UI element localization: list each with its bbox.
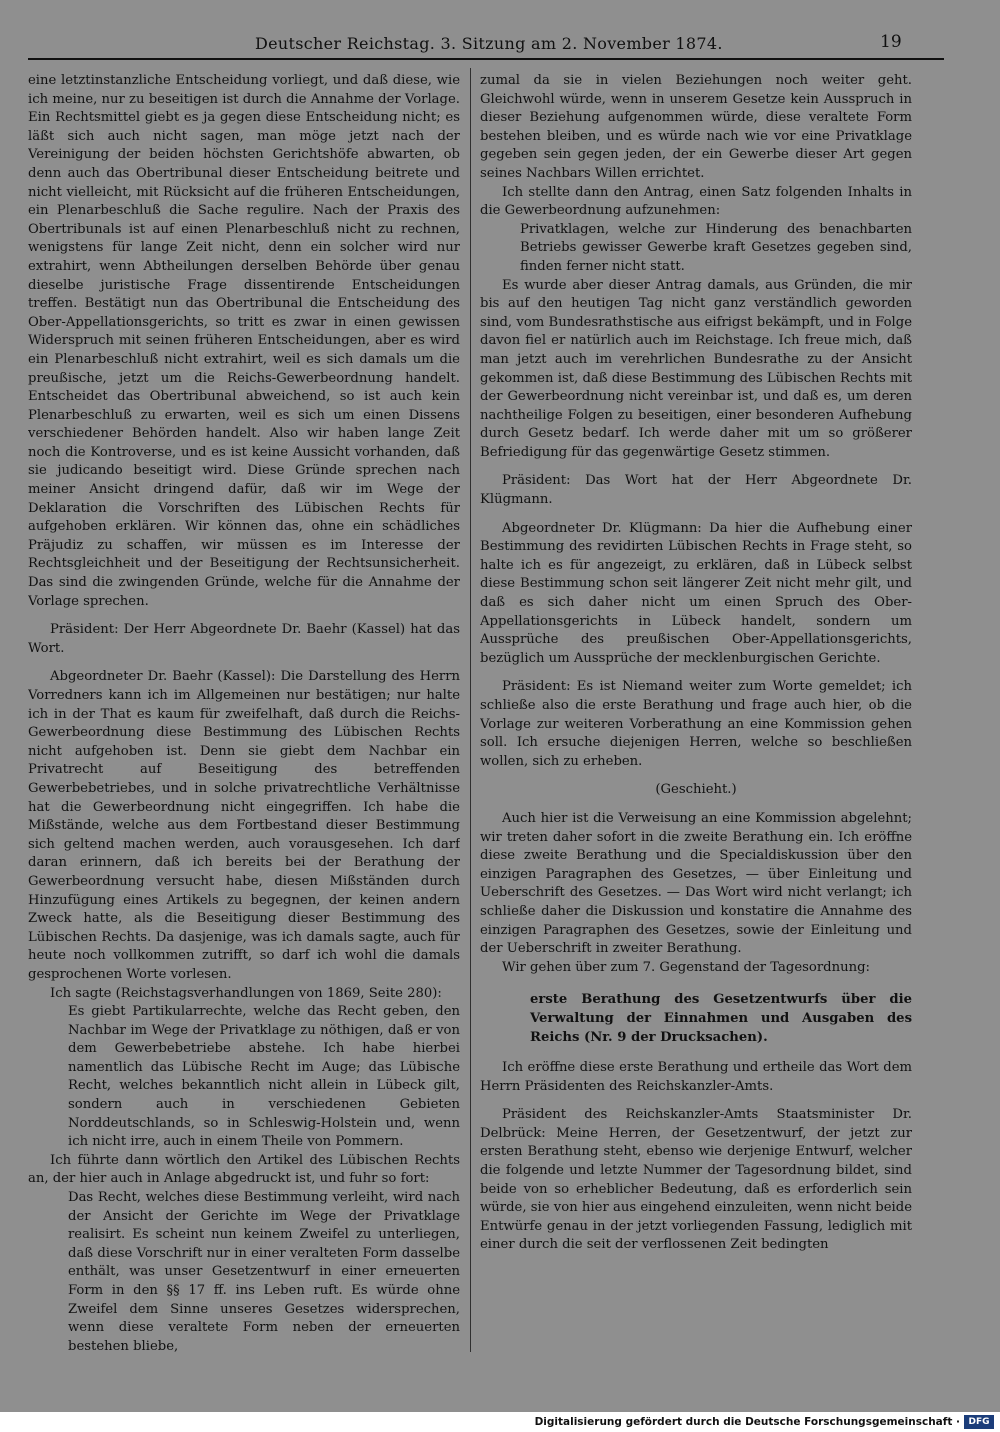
paragraph: Ich führte dann wörtlich den Artikel des Lübischen Rechts an, der hier auch in Anlage abgedruckt ist, und fuhr so fort: xyxy=(28,1152,460,1187)
header-rule xyxy=(28,58,944,60)
paragraph: zumal da sie in vielen Beziehungen noch weiter geht. Gleichwohl würde, wenn in unserem Gesetze kein Ausspruch in dieser Beziehung aufgenommen würde, diese veraltete Form bestehen bleiben, und es würde nach wie vor eine Privatklage gegeben sein gegen jeden, der ein Gewerbe dieser Art gegen seines Nachbars Willen errichtet. xyxy=(480,73,912,181)
paragraph: Abgeordneter Dr. Baehr (Kassel): Die Darstellung des Herrn Vorredners kann ich im Allgemeinen nur bestätigen; nur halte ich in der That es kaum für zweifelhaft, daß durch die Reichs-Gewerbeordnung diese Bestimmung des Lübischen Rechts nicht aufgehoben ist. Denn sie giebt dem Nachbar ein Privatrecht auf Beseitigung des betreffenden Gewerbebetriebes, und in solche privatrechtliche Verhältnisse hat die Gewerbeordnung nicht eingegriffen. Ich habe die Mißstände, welche aus dem Fortbestand dieser Bestimmung sich geltend machen werden, auch vorausgesehen. Ich darf daran erinnern, daß ich bereits bei der Berathung der Gewerbeordnung versucht habe, diesen Mißständen durch Hinzufügung eines Artikels zu begegnen, der keinen andern Zweck hatte, als die Beseitigung dieser Bestimmung des Lübischen Rechts. Da dasjenige, was ich damals sagte, auch für heute noch vollkommen zutrifft, so darf ich wohl die damals gesprochenen Worte vorlesen. xyxy=(28,669,460,982)
quote: Es giebt Partikularrechte, welche das Recht geben, den Nachbar im Wege der Privatklage zu nöthigen, daß er von dem Gewerbebetriebe abstehe. Ich habe hierbei namentlich das Lübische Recht im Auge; das Lübische Recht, welches bekanntlich nicht allein in Lübeck gilt, sondern auch in verschiedenen Gebieten Norddeutschlands, so in Schleswig-Holstein und, wenn ich nicht irre, auch in einem Theile von Pommern. xyxy=(68,1004,460,1150)
paragraph: Wir gehen über zum 7. Gegenstand der Tagesordnung: xyxy=(502,959,870,975)
paragraph: Auch hier ist die Verweisung an eine Kommission abgelehnt; wir treten daher sofort in die zweite Berathung ein. Ich eröffne diese zweite Berathung und die Specialdiskussion über den einzigen Paragraphen des Gesetzes, — über Einleitung und Ueberschrift des Gesetzes. — Das Wort wird nicht verlangt; ich schließe daher die Diskussion und konstatire die Annahme des einzigen Paragraphen des Gesetzes, sowie der Einleitung und der Ueberschrift in zweiter Berathung. xyxy=(480,810,912,957)
paragraph: Präsident: Es ist Niemand weiter zum Worte gemeldet; ich schließe also die erste Berathung und frage auch hier, ob die Vorlage zur weiteren Vorberathung an eine Kommission gehen soll. Ich ersuche diejenigen Herren, welche so beschließen wollen, sich zu erheben. xyxy=(480,679,912,769)
running-title: Deutscher Reichstag. 3. Sitzung am 2. November 1874. xyxy=(255,34,723,53)
paragraph: Es wurde aber dieser Antrag damals, aus Gründen, die mir bis auf den heutigen Tag nicht ganz verständlich geworden sind, vom Bundesrathstische aus eifrigst bekämpft, und in Folge davon fiel er natürlich auch im Reichstage. Ich freue mich, daß man jetzt auch im verehrlichen Bundesrathe zu der Ansicht gekommen ist, daß diese Bestimmung des Lübischen Rechts mit der Gewerbeordnung nicht vereinbar ist, und daß es, um deren nachtheilige Folgen zu beseitigen, einer besonderen Aufhebung durch Gesetz bedarf. Ich werde daher mit um so größerer Befriedigung für das gegenwärtige Gesetz stimmen. xyxy=(480,277,912,460)
paragraph: Ich sagte (Reichstagsverhandlungen von 1869, Seite 280): xyxy=(50,985,442,1001)
paragraph: Ich stellte dann den Antrag, einen Satz folgenden Inhalts in die Gewerbeordnung aufzunehmen: xyxy=(480,184,912,219)
left-column xyxy=(28,72,460,1362)
paragraph: eine letztinstanzliche Entscheidung vorliegt, und daß diese, wie ich meine, nur zu beseitigen ist durch die Annahme der Vorlage. Ein Rechtsmittel giebt es ja gegen diese Entscheidung nicht; es läßt sich auch nicht sagen, man möge jetzt nach der Vereinigung der beiden höchsten Gerichtshöfe abwarten, ob denn auch das Obertribunal dieser Entscheidung beitrete und nicht vielleicht, mit Rücksicht auf die früheren Entscheidungen, ein Plenarbeschluß die Sache regulire. Nach der Praxis des Obertribunals ist auf einen Plenarbeschluß nicht zu rechnen, wenigstens für lange Zeit nicht, denn ein solcher wird nur extrahirt, wenn Abtheilungen derselben Behörde über genau dieselbe juristische Frage dissentirende Entscheidungen treffen. Bestätigt nun das Obertribunal die Entscheidung des Ober-Appellationsgerichts, so tritt es zwar in einen gewissen Widerspruch mit seinen früheren Entscheidungen, aber es wird ein Plenarbeschluß nicht extrahirt, weil es sich damals um die preußische, jetzt um die Reichs-Gewerbeordnung handelt. Entscheidet das Obertribunal abweichend, so ist auch kein Plenarbeschluß zu erwarten, weil es sich um einen Dissens verschiedener Behörden handelt. Also wir haben lange Zeit noch die Kontroverse, und es ist keine Aussicht vorhanden, daß sie judicando beseitigt wird. Diese Gründe sprechen nach meiner Ansicht dringend dafür, daß wir im Wege der Deklaration die Vorschriften des Lübischen Rechts für aufgehoben erklären. Wir können das, ohne ein schädliches Präjudiz zu schaffen, wir müssen es im Interesse der Rechtsgleichheit und der Beseitigung der Rechtsunsicherheit. Das sind die zwingenden Gründe, welche für die Annahme der Vorlage sprechen. xyxy=(28,73,460,609)
dfg-logo-icon: DFG xyxy=(964,1415,994,1429)
paragraph: Präsident: Der Herr Abgeordnete Dr. Baehr (Kassel) hat das Wort. xyxy=(28,622,460,656)
page-number: 19 xyxy=(880,32,902,52)
page-header xyxy=(0,30,1000,60)
agenda-item: erste Berathung des Gesetzentwurfs über die Verwaltung der Einnahmen und Ausgaben des Reichs (Nr. 9 der Drucksachen). xyxy=(530,992,912,1045)
paragraph: Abgeordneter Dr. Klügmann: Da hier die Aufhebung einer Bestimmung des revidirten Lübischen Rechts in Frage steht, so halte ich es für angezeigt, zu erklären, daß in Lübeck selbst diese Bestimmung schon seit längerer Zeit nicht mehr gilt, und daß es sich daher nicht um einen Spruch des Ober-Appellationsgerichts in Lübeck handelt, sondern um Aussprüche des preußischen Ober-Appellationsgerichts, bezüglich um Aussprüche der mecklenburgischen Gerichte. xyxy=(480,520,912,666)
funding-notice: Digitalisierung gefördert durch die Deutsche Forschungsgemeinschaft · xyxy=(534,1416,960,1428)
column-divider xyxy=(470,68,471,1352)
right-column xyxy=(480,72,912,1362)
stage-direction: (Geschieht.) xyxy=(655,782,737,798)
paragraph: Präsident des Reichskanzler-Amts Staatsminister Dr. Delbrück: Meine Herren, der Gesetzentwurf, der jetzt zur ersten Berathung steht, ebenso wie derjenige Entwurf, welcher die folgende und letzte Nummer der Tagesordnung bildet, sind beide von so erheblicher Bedeutung, daß es erforderlich sein würde, sie von hier aus eingehend einzuleiten, wenn nicht beide Entwürfe genau in der jetzt vorliegenden Fassung, lediglich mit einer durch die seit der verflossenen Zeit bedingten xyxy=(480,1107,912,1253)
paragraph: Ich eröffne diese erste Berathung und ertheile das Wort dem Herrn Präsidenten des Reichskanzler-Amts. xyxy=(480,1060,912,1094)
quote: Das Recht, welches diese Bestimmung verleiht, wird nach der Ansicht der Gerichte im Wege der Privatklage realisirt. Es scheint nun keinem Zweifel zu unterliegen, daß diese Vorschrift nur in einer veralteten Form dasselbe enthält, was unser Gesetzentwurf in einer erneuerten Form in den §§ 17 ff. ins Leben ruft. Es würde ohne Zweifel dem Sinne unseres Gesetzes widersprechen, wenn diese veraltete Form neben der erneuerten bestehen bliebe, xyxy=(68,1190,460,1354)
quote: Privatklagen, welche zur Hinderung des benachbarten Betriebs gewisser Gewerbe kraft Gesetzes gegeben sind, finden ferner nicht statt. xyxy=(520,221,912,274)
paragraph: Präsident: Das Wort hat der Herr Abgeordnete Dr. Klügmann. xyxy=(480,473,912,508)
digitization-footer xyxy=(0,1412,1000,1432)
